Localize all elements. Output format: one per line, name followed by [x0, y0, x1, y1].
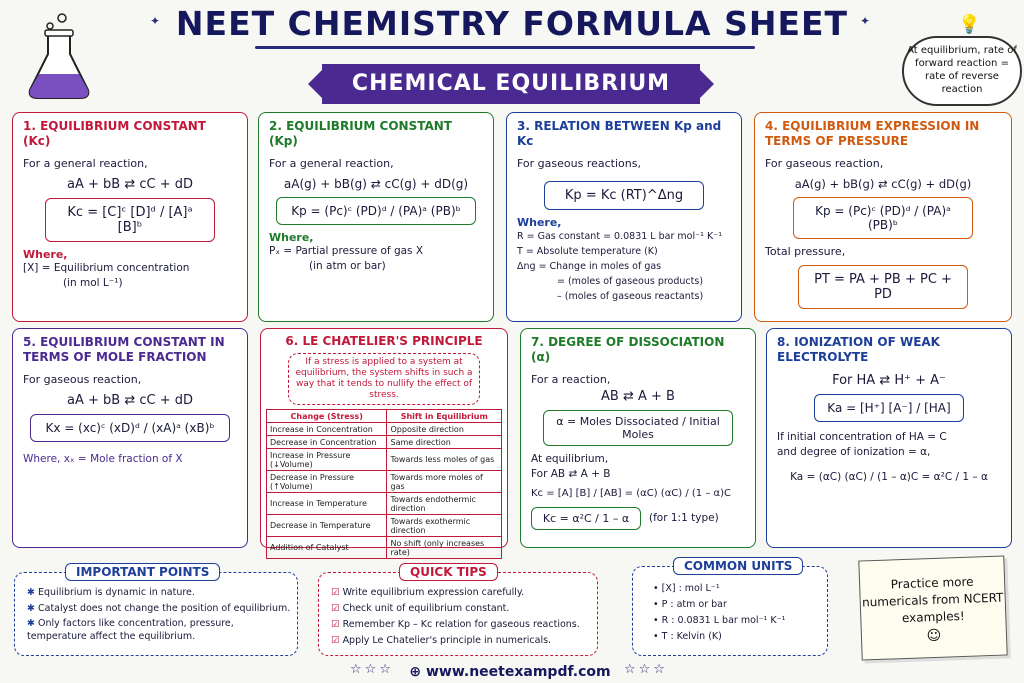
- box6-principle: If a stress is applied to a system at equilibrium, the system shifts in such a way that it tends to nullify the effect of stress.: [288, 353, 480, 405]
- unit-item: R : 0.0831 L bar mol⁻¹ K⁻¹: [661, 615, 786, 626]
- globe-icon: ⊕: [409, 664, 422, 680]
- list-item: • T : Kelvin (K): [653, 631, 722, 642]
- common-units-panel: [632, 559, 828, 656]
- box2-where: Where,: [269, 231, 314, 244]
- tip-item: Apply Le Chatelier's principle in numericals.: [342, 635, 552, 646]
- box7-formula: α = Moles Dissociated / Initial Moles: [543, 410, 733, 446]
- box3-def5: – (moles of gaseous reactants): [557, 291, 704, 302]
- list-item: [27, 585, 291, 601]
- box3-intro: For gaseous reactions,: [517, 157, 641, 170]
- box5-formula: Kx = (xc)ᶜ (xD)ᵈ / (xA)ᵃ (xB)ᵇ: [30, 414, 230, 442]
- box1-reaction: aA + bB ⇄ cC + dD: [67, 177, 193, 192]
- box8-formula: Ka = [H⁺] [A⁻] / [HA]: [814, 394, 964, 422]
- table-cell: Opposite direction: [387, 423, 502, 436]
- box2-def2: (in atm or bar): [309, 260, 386, 272]
- table-row: [267, 471, 502, 493]
- table-row: [267, 423, 502, 436]
- star-bullet-icon: ✱: [27, 587, 35, 598]
- table-row: [267, 436, 502, 449]
- box3-def1: R = Gas constant = 0.0831 L bar mol⁻¹ K⁻¹: [517, 231, 723, 242]
- table-cell: Addition of Catalyst: [267, 537, 387, 559]
- subtitle-banner: CHEMICAL EQUILIBRIUM: [322, 64, 700, 104]
- flask-icon: [20, 10, 98, 102]
- list-item: • P : atm or bar: [653, 599, 727, 610]
- list-item: [331, 585, 591, 601]
- footer-stars-right: ☆☆☆: [624, 662, 668, 677]
- box7-kc-final: Kc = α²C / 1 – α: [531, 507, 641, 530]
- check-icon: ☑: [331, 619, 340, 630]
- box4-total-formula: PT = PA + PB + PC + PD: [798, 265, 968, 309]
- box5-heading: 5. EQUILIBRIUM CONSTANT IN TERMS OF MOLE FRACTION: [23, 335, 225, 364]
- unit-item: [X] : mol L⁻¹: [661, 583, 720, 594]
- sticky-note-text: Practice more numericals from NCERT examples!: [861, 574, 1004, 626]
- table-cell: Increase in Temperature: [267, 493, 387, 515]
- box2-heading: 2. EQUILIBRIUM CONSTANT (Kp): [269, 119, 452, 148]
- box1-def1: [X] = Equilibrium concentration: [23, 262, 190, 274]
- smiley-icon: ☺: [926, 627, 942, 645]
- quick-tips-title: QUICK TIPS: [399, 563, 498, 581]
- check-icon: ☑: [331, 603, 340, 614]
- sparkle-left: ✦: [150, 14, 161, 28]
- box4-total-label: Total pressure,: [765, 245, 846, 258]
- star-bullet-icon: ✱: [27, 603, 35, 614]
- box8-cond2: and degree of ionization = α,: [777, 446, 931, 458]
- table-col-shift: Shift in Equilibrium: [387, 410, 502, 423]
- important-item: Only factors like concentration, pressure, temperature affect the equilibrium.: [27, 618, 234, 642]
- table-cell: Increase in Pressure (↓Volume): [267, 449, 387, 471]
- box2-reaction: aA(g) + bB(g) ⇄ cC(g) + dD(g): [283, 177, 469, 191]
- box-le-chatelier: [260, 328, 508, 557]
- table-cell: Towards more moles of gas: [387, 471, 502, 493]
- box4-heading: 4. EQUILIBRIUM EXPRESSION IN TERMS OF PRESSURE: [765, 119, 980, 148]
- list-item: [331, 633, 591, 649]
- sticky-note: [858, 555, 1007, 660]
- quick-tips-panel: [318, 565, 598, 656]
- box-equilibrium-constant-kc: [12, 112, 248, 322]
- tip-item: Remember Kp – Kc relation for gaseous reactions.: [342, 619, 580, 630]
- table-cell: Towards endothermic direction: [387, 493, 502, 515]
- table-cell: No shift (only increases rate): [387, 537, 502, 559]
- table-cell: Towards exothermic direction: [387, 515, 502, 537]
- list-item: [331, 617, 591, 633]
- unit-item: T : Kelvin (K): [661, 631, 722, 642]
- box-expression-pressure: [754, 112, 1012, 322]
- table-row: [267, 537, 502, 559]
- box4-reaction: aA(g) + bB(g) ⇄ cC(g) + dD(g): [794, 177, 972, 191]
- check-icon: ☑: [331, 635, 340, 646]
- table-col-change: Change (Stress): [267, 410, 387, 423]
- box3-where: Where,: [517, 216, 562, 229]
- box8-reaction: For HA ⇄ H⁺ + A⁻: [832, 373, 946, 388]
- box3-def3: Δng = Change in moles of gas: [517, 261, 662, 272]
- page-title: NEET CHEMISTRY FORMULA SHEET: [175, 4, 849, 43]
- box7-at-eq: At equilibrium,: [531, 453, 609, 465]
- box2-def1: Pₓ = Partial pressure of gas X: [269, 245, 424, 257]
- tip-item: Check unit of equilibrium constant.: [342, 603, 510, 614]
- box7-heading: 7. DEGREE OF DISSOCIATION (α): [531, 335, 725, 364]
- list-item: [27, 601, 291, 617]
- table-row: [267, 515, 502, 537]
- box3-formula: Kp = Kc (RT)^Δng: [544, 181, 704, 210]
- box-degree-dissociation: [520, 328, 756, 548]
- list-item: • R : 0.0831 L bar mol⁻¹ K⁻¹: [653, 615, 786, 626]
- important-item: Catalyst does not change the position of equilibrium.: [38, 603, 291, 614]
- table-cell: Decrease in Pressure (↑Volume): [267, 471, 387, 493]
- box1-formula: Kc = [C]ᶜ [D]ᵈ / [A]ᵃ [B]ᵇ: [45, 198, 215, 242]
- important-points-title: IMPORTANT POINTS: [65, 563, 220, 581]
- star-bullet-icon: ✱: [27, 618, 35, 629]
- footer-stars-left: ☆☆☆: [350, 662, 394, 677]
- box8-heading: 8. IONIZATION OF WEAK ELECTROLYTE: [777, 335, 940, 364]
- box-weak-electrolyte: [766, 328, 1012, 548]
- table-cell: Decrease in Temperature: [267, 515, 387, 537]
- box-kp-kc-relation: [506, 112, 742, 322]
- table-row: [267, 449, 502, 471]
- box7-intro: For a reaction,: [531, 373, 611, 386]
- box1-intro: For a general reaction,: [23, 157, 148, 170]
- box4-formula: Kp = (Pc)ᶜ (PD)ᵈ / (PA)ᵃ (PB)ᵇ: [793, 197, 973, 239]
- box7-reaction: AB ⇄ A + B: [601, 389, 675, 404]
- box-equilibrium-constant-kp: [258, 112, 494, 322]
- le-chatelier-table: [266, 409, 502, 559]
- box1-where: Where,: [23, 248, 68, 261]
- box8-final: Ka = (αC) (αC) / (1 – α)C = α²C / 1 – α: [790, 471, 988, 483]
- unit-item: P : atm or bar: [661, 599, 727, 610]
- box5-intro: For gaseous reaction,: [23, 373, 142, 386]
- check-icon: ☑: [331, 587, 340, 598]
- tip-item: Write equilibrium expression carefully.: [342, 587, 525, 598]
- box5-where: Where, xₓ = Mole fraction of X: [23, 453, 183, 465]
- table-cell: Decrease in Concentration: [267, 436, 387, 449]
- important-points-panel: [14, 565, 298, 656]
- box2-intro: For a general reaction,: [269, 157, 394, 170]
- box3-heading: 3. RELATION BETWEEN Kp and Kc: [517, 119, 722, 148]
- table-cell: Increase in Concentration: [267, 423, 387, 436]
- box6-heading: 6. LE CHATELIER'S PRINCIPLE: [285, 334, 483, 348]
- equilibrium-cloud-note: At equilibrium, rate of forward reaction = rate of reverse reaction: [902, 36, 1022, 106]
- table-row: [267, 493, 502, 515]
- box7-for-ab: For AB ⇄ A + B: [531, 468, 611, 480]
- box3-def2: T = Absolute temperature (K): [517, 246, 658, 257]
- important-item: Equilibrium is dynamic in nature.: [38, 587, 195, 598]
- title-underline: [255, 46, 755, 49]
- box7-note: (for 1:1 type): [649, 512, 719, 524]
- box4-intro: For gaseous reaction,: [765, 157, 884, 170]
- table-cell: Same direction: [387, 436, 502, 449]
- list-item: • [X] : mol L⁻¹: [653, 583, 720, 594]
- box8-cond1: If initial concentration of HA = C: [777, 431, 947, 443]
- box2-formula: Kp = (Pc)ᶜ (PD)ᵈ / (PA)ᵃ (PB)ᵇ: [276, 197, 476, 225]
- box-mole-fraction: [12, 328, 248, 548]
- box1-def2: (in mol L⁻¹): [63, 277, 123, 289]
- box1-heading: 1. EQUILIBRIUM CONSTANT (Kc): [23, 119, 206, 148]
- box3-def4: = (moles of gaseous products): [557, 276, 704, 287]
- lightbulb-icon: 💡: [958, 14, 981, 35]
- sparkle-right: ✦: [860, 14, 871, 28]
- list-item: [331, 601, 591, 617]
- box5-reaction: aA + bB ⇄ cC + dD: [67, 393, 193, 408]
- box7-kc-expr: Kc = [A] [B] / [AB] = (αC) (αC) / (1 – α)C: [531, 488, 731, 499]
- table-cell: Towards less moles of gas: [387, 449, 502, 471]
- website-text: www.neetexampdf.com: [425, 664, 611, 680]
- common-units-title: COMMON UNITS: [673, 557, 803, 575]
- list-item: [27, 617, 291, 643]
